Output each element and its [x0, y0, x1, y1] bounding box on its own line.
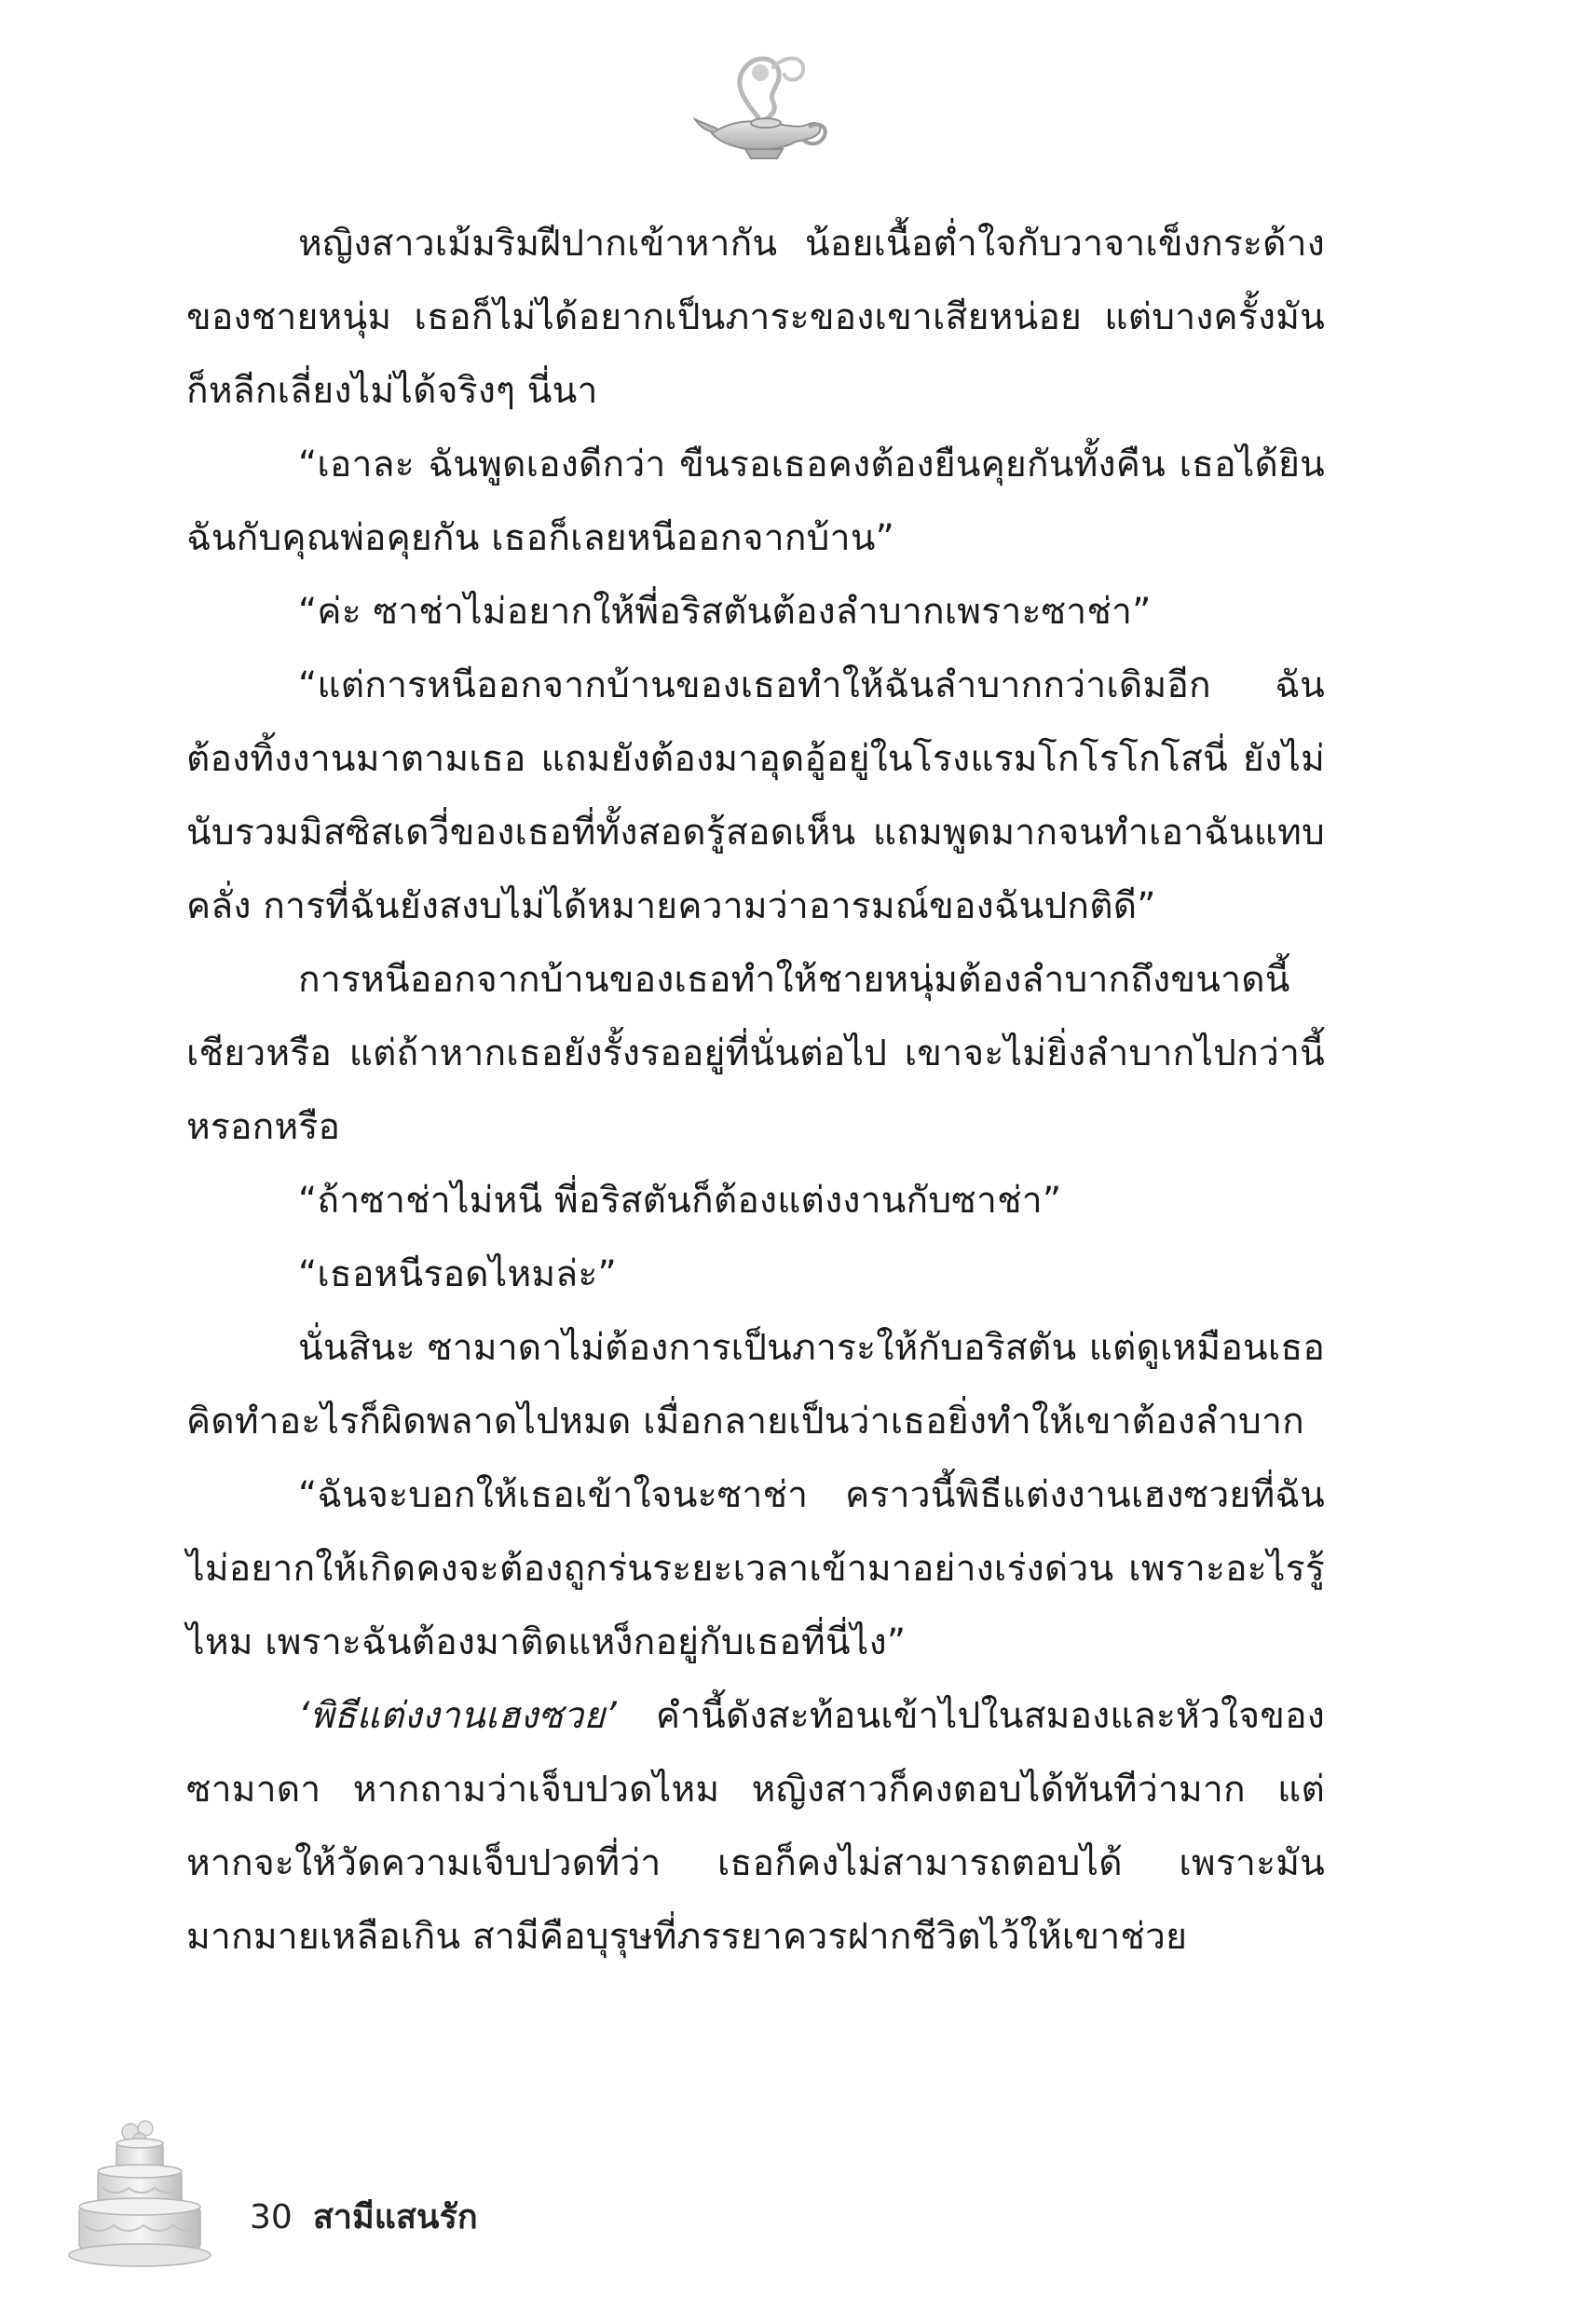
italic-phrase: ‘พิธีแต่งงานเฮงซวย’ — [298, 1695, 618, 1737]
book-title: สามีแสนรัก — [312, 2198, 478, 2236]
page-footer — [0, 2097, 1596, 2311]
paragraph: “เอาละ ฉันพูดเองดีกว่า ขืนรอเธอคงต้องยืนคุยกันทั้งคืน เธอได้ยินฉันกับคุณพ่อคุยกัน เธอก็เลยหนีออกจากบ้าน” — [186, 444, 1325, 559]
genie-lamp-icon — [693, 45, 833, 166]
page-number: 30 — [250, 2198, 293, 2236]
paragraph: “ฉันจะบอกให้เธอเข้าใจนะซาช่า คราวนี้พิธีแต่งงานเฮงซวยที่ฉันไม่อยากให้เกิดคงจะต้องถูกร่นระยะเวลาเข้ามาอย่างเร่งด่วน เพราะอะไรรู้ไหม เพราะฉันต้องมาติดแหง็กอยู่กับเธอที่นี่ไง” — [186, 1474, 1325, 1663]
paragraph: “ค่ะ ซาช่าไม่อยากให้พี่อริสตันต้องลำบากเพราะซาช่า” — [298, 591, 1152, 633]
paragraph: “เธอหนีรอดไหมล่ะ” — [298, 1253, 617, 1295]
page-body — [186, 207, 1325, 1974]
paragraph: หญิงสาวเม้มริมฝีปากเข้าหากัน น้อยเนื้อต่ำใจกับวาจาเข็งกระด้างของชายหนุ่ม เธอก็ไม่ได้อยากเป็นภาระของเขาเสียหน่อย แต่บางครั้งมันก็หลีกเลี่ยงไม่ได้จริงๆ นี่นา — [186, 223, 1325, 412]
paragraph: “แต่การหนีออกจากบ้านของเธอทำให้ฉันลำบากกว่าเดิมอีก ฉันต้องทิ้งงานมาตามเธอ แถมยังต้องมาอุดอู้อยู่ในโรงแรมโกโรโกโสนี่ ยังไม่นับรวมมิสซิสเดวี่ของเธอที่ทั้งสอดรู้สอดเห็น แถมพูดมากจนทำเอาฉันแทบคลั่ง การที่ฉันยังสงบไม่ได้หมายความว่าอารมณ์ของฉันปกติดี” — [186, 664, 1325, 927]
paragraph-text: คำนี้ดังสะท้อนเข้าไปในสมองและหัวใจของซามาดา หากถามว่าเจ็บปวดไหม หญิงสาวก็คงตอบได้ทันทีว่ามาก แต่หากจะให้วัดความเจ็บปวดที่ว่า เธอก็คงไม่สามารถตอบได้ เพราะมันมากมายเหลือเกิน สามีคือบุรุษที่ภรรยาควรฝากชีวิตไว้ให้เขาช่วย — [186, 1695, 1325, 1958]
paragraph: การหนีออกจากบ้านของเธอทำให้ชายหนุ่มต้องลำบากถึงขนาดนี้เชียวหรือ แต่ถ้าหากเธอยังรั้งรออยู่ที่นั่นต่อไป เขาจะไม่ยิ่งลำบากไปกว่านี้หรอกหรือ — [186, 959, 1325, 1148]
footer-caption — [250, 2190, 478, 2243]
paragraph — [186, 1679, 1325, 1974]
paragraph: “ถ้าซาช่าไม่หนี พี่อริสตันก็ต้องแต่งงานกับซาช่า” — [298, 1180, 1062, 1222]
wedding-cake-icon — [65, 2115, 214, 2274]
paragraph: นั่นสินะ ซามาดาไม่ต้องการเป็นภาระให้กับอริสตัน แต่ดูเหมือนเธอคิดทำอะไรก็ผิดพลาดไปหมด เมื่อกลายเป็นว่าเธอยิ่งทำให้เขาต้องลำบาก — [186, 1327, 1325, 1443]
